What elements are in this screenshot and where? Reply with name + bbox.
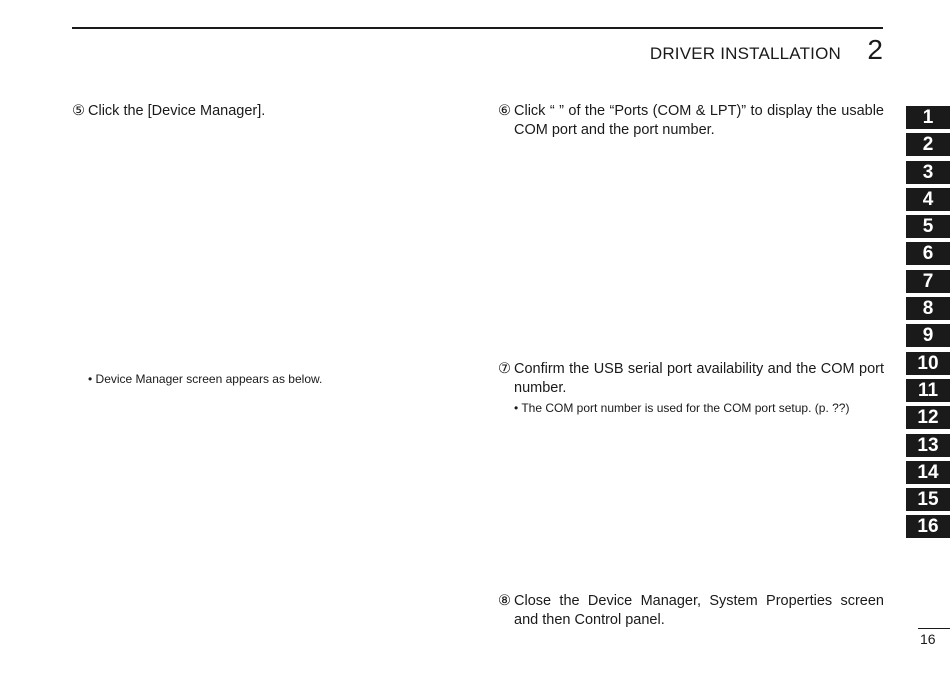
chapter-number: 2 — [867, 34, 883, 65]
chapter-tab-11[interactable]: 11 — [906, 379, 950, 402]
chapter-tab-9[interactable]: 9 — [906, 324, 950, 347]
chapter-tab-8[interactable]: 8 — [906, 297, 950, 320]
page-number: 16 — [920, 631, 936, 647]
page-number-rule — [918, 628, 950, 629]
section-title: DRIVER INSTALLATION — [649, 44, 841, 63]
chapter-tabs — [906, 106, 950, 543]
chapter-tab-14[interactable]: 14 — [906, 461, 950, 484]
chapter-tab-7[interactable]: 7 — [906, 270, 950, 293]
chapter-tab-10[interactable]: 10 — [906, 352, 950, 375]
chapter-tab-3[interactable]: 3 — [906, 161, 950, 184]
chapter-tab-1[interactable]: 1 — [906, 106, 950, 129]
chapter-tab-13[interactable]: 13 — [906, 434, 950, 457]
step-8-text: Close the Device Manager, System Properties screen and then Control panel. — [514, 593, 884, 628]
step-7 — [498, 360, 884, 417]
chapter-tab-5[interactable]: 5 — [906, 215, 950, 238]
step-6 — [498, 102, 884, 140]
chapter-tab-12[interactable]: 12 — [906, 406, 950, 429]
chapter-tab-2[interactable]: 2 — [906, 133, 950, 156]
com-port-note: • The COM port number is used for the COM port setup. (p. ??) — [514, 401, 850, 415]
step-7-marker: ⑦ — [498, 361, 511, 377]
step-8 — [498, 592, 884, 630]
step-8-marker: ⑧ — [498, 593, 511, 609]
step-5-text: Click the [Device Manager]. — [88, 103, 266, 119]
chapter-tab-6[interactable]: 6 — [906, 242, 950, 265]
header-rule — [72, 27, 883, 29]
step-6-marker: ⑥ — [498, 103, 511, 119]
step-6-text: Click “ ” of the “Ports (COM & LPT)” to display the usable COM port and the port number. — [514, 103, 884, 138]
chapter-tab-15[interactable]: 15 — [906, 488, 950, 511]
chapter-tab-16[interactable]: 16 — [906, 515, 950, 538]
step-7-text: Confirm the USB serial port availability and the COM port number. — [514, 361, 884, 396]
chapter-tab-4[interactable]: 4 — [906, 188, 950, 211]
step-5-marker: ⑤ — [72, 103, 85, 119]
step-5 — [72, 102, 452, 121]
device-manager-note: • Device Manager screen appears as below. — [88, 372, 323, 386]
